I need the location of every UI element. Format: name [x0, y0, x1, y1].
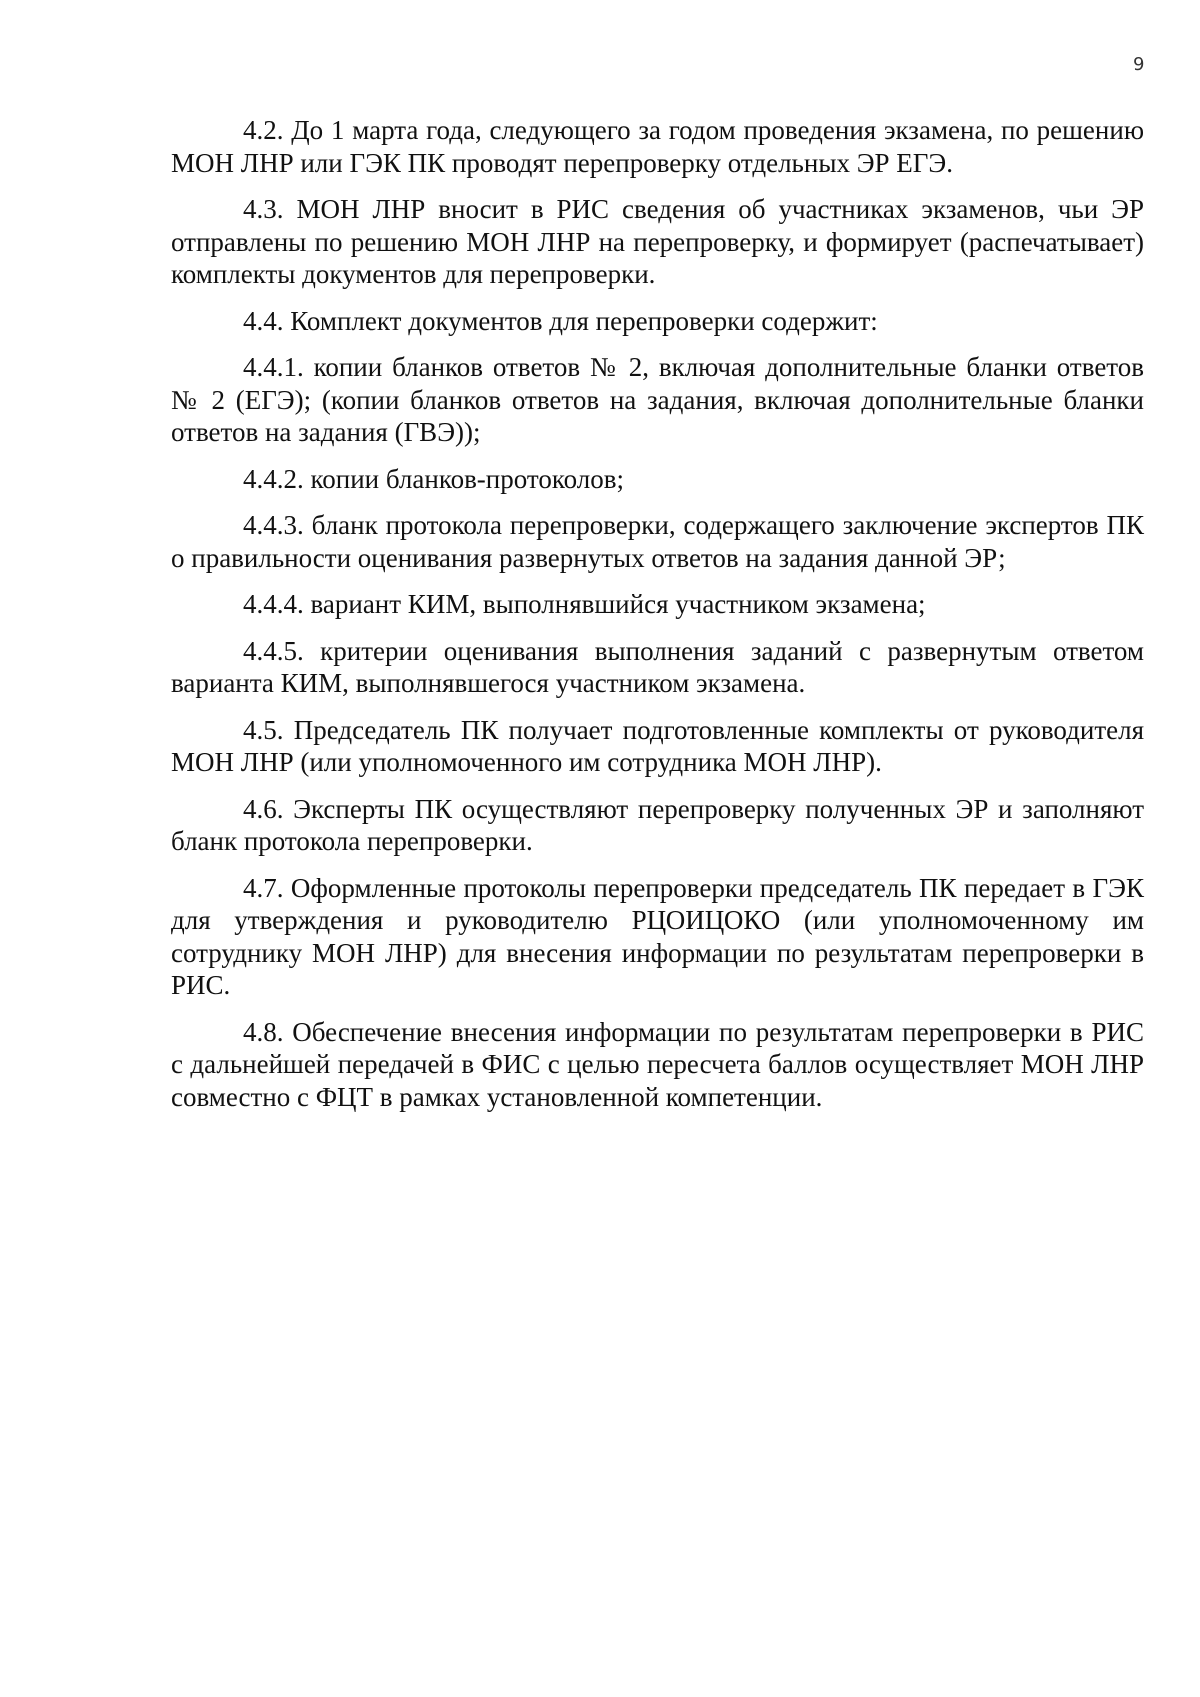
paragraph-4-7: 4.7. Оформленные протоколы перепроверки председатель ПК передает в ГЭК для утверждения и руководителю РЦОИЦОКО (или уполномоченному им сотруднику МОН ЛНР) для внесения информации по результатам перепроверки в РИС. [171, 872, 1144, 1000]
paragraph-4-4-5: 4.4.5. критерии оценивания выполнения заданий с развернутым ответом варианта КИМ, выполнявшегося участником экзамена. [171, 635, 1144, 698]
paragraph-4-4-2: 4.4.2. копии бланков-протоколов; [243, 463, 624, 494]
paragraph-4-3: 4.3. МОН ЛНР вносит в РИС сведения об участниках экзаменов, чьи ЭР отправлены по решению МОН ЛНР на перепроверку, и формирует (распечатывает) комплекты документов для перепроверки. [171, 194, 1144, 289]
paragraph-4-5: 4.5. Председатель ПК получает подготовленные комплекты от руководителя МОН ЛНР (или уполномоченного им сотрудника МОН ЛНР). [171, 714, 1144, 777]
paragraph-4-4: 4.4. Комплект документов для перепроверки содержит: [243, 305, 878, 336]
paragraph-4-4-1: 4.4.1. копии бланков ответов № 2, включая дополнительные бланки ответов № 2 (ЕГЭ); (копии бланков ответов на задания, включая дополнительные бланки ответов на задания (ГВЭ)); [171, 352, 1144, 447]
paragraph-4-2: 4.2. До 1 марта года, следующего за годом проведения экзамена, по решению МОН ЛНР или ГЭК ПК проводят перепроверку отдельных ЭР ЕГЭ. [171, 115, 1144, 178]
paragraph-4-4-4: 4.4.4. вариант КИМ, выполнявшийся участником экзамена; [243, 589, 926, 619]
paragraph-4-6: 4.6. Эксперты ПК осуществляют перепроверку полученных ЭР и заполняют бланк протокола перепроверки. [171, 793, 1144, 856]
document-body [171, 114, 1144, 1127]
paragraph-4-4-3: 4.4.3. бланк протокола перепроверки, содержащего заключение экспертов ПК о правильности оценивания развернутых ответов на задания данной ЭР; [171, 510, 1144, 573]
page-number: 9 [1133, 54, 1145, 75]
paragraph-4-8: 4.8. Обеспечение внесения информации по результатам перепроверки в РИС с дальнейшей передачей в ФИС с целью пересчета баллов осуществляет МОН ЛНР совместно с ФЦТ в рамках установленной компетенции. [171, 1016, 1144, 1112]
